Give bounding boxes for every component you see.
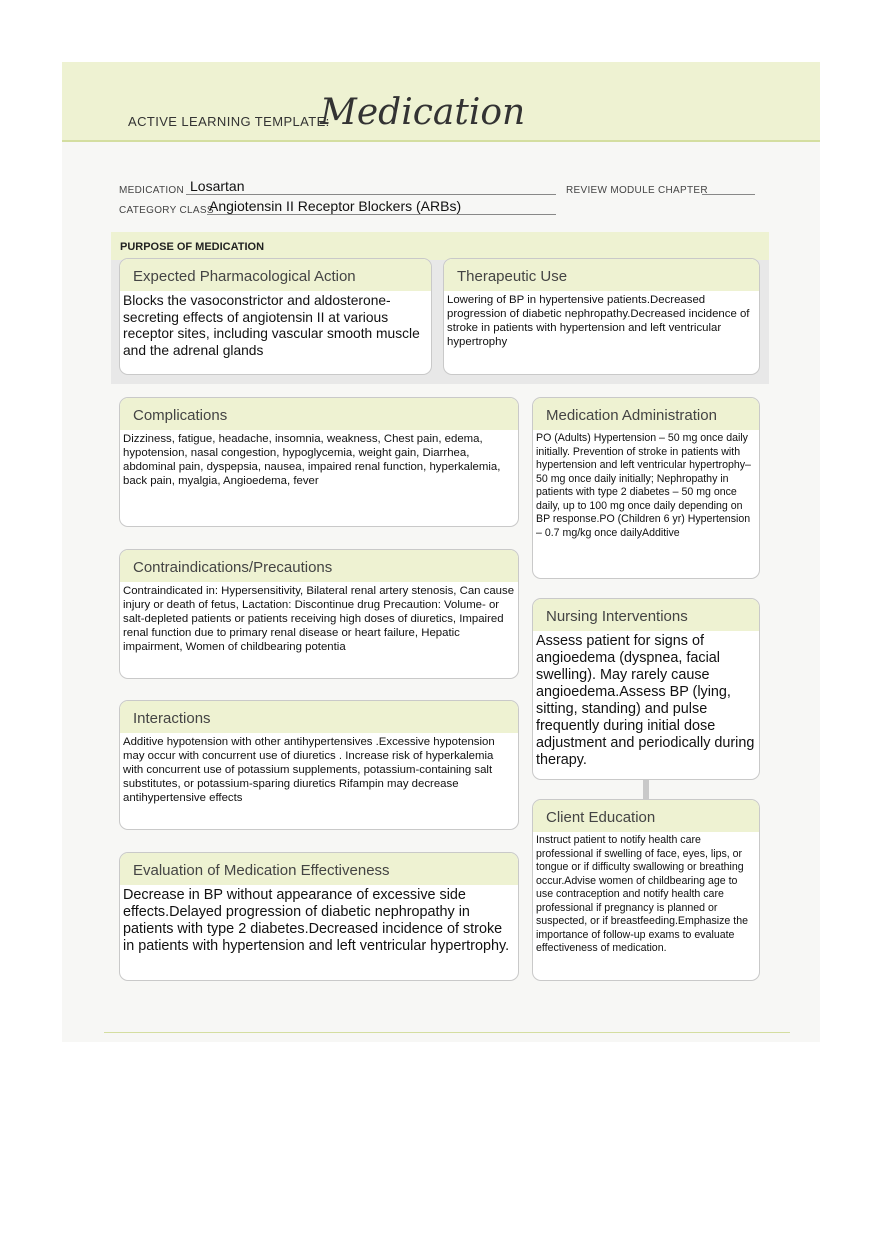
evaluation-card [119,852,519,981]
nursing-interventions-card [532,598,760,780]
category-label: CATEGORY CLASS [119,205,214,216]
administration-heading: Medication Administration [533,398,759,430]
client-education-text[interactable]: Instruct patient to notify health care professional if swelling of face, eyes, lips, or tongue or if difficulty swallowing or breathing occur.Advise women of childbearing age to use contraception and notify health care professional if pregnancy is planned or suspected, or if breastfeeding.Emphasize the importance of follow-up exams to evaluate effectiveness of medication. [536,834,748,954]
expected-action-card [119,258,432,375]
evaluation-text[interactable]: Decrease in BP without appearance of excessive side effects.Delayed progression of diabetic nephropathy in patients with type 2 diabetes.Decreased incidence of stroke in patients with hypertension and left ventricular hypertrophy. [123,887,510,954]
nursing-interventions-heading: Nursing Interventions [533,599,759,631]
client-education-heading: Client Education [533,800,759,832]
therapeutic-use-text[interactable]: Lowering of BP in hypertensive patients.Decreased progression of diabetic nephropathy.Decreased incidence of stroke in patients with hypertension and left ventricular hypertrophy [447,294,750,348]
evaluation-heading: Evaluation of Medication Effectiveness [120,853,518,885]
category-underline [207,214,556,215]
footer-rule [104,1032,790,1033]
expected-action-heading: Expected Pharmacological Action [120,259,431,291]
medication-value[interactable]: Losartan [190,178,245,194]
expected-action-text[interactable]: Blocks the vasoconstrictor and aldosterone-secreting effects of angiotensin II at various receptor sites, including vascular smooth muscle and the adrenal glands [123,293,420,358]
template-title: Medication [320,92,526,133]
contraindications-heading: Contraindications/Precautions [120,550,518,582]
administration-text[interactable]: PO (Adults) Hypertension – 50 mg once daily initially. Prevention of stroke in patients with hypertension and left ventricular hypertrophy– 50 mg once daily initially; Nephropathy in patients with type 2 diabetes – 50 mg once daily, up to 100 mg once daily depending on BP response.PO (Children 6 yr) Hypertension – 0.7 mg/kg once dailyAdditive [536,432,751,539]
review-module-underline[interactable] [702,194,755,195]
complications-heading: Complications [120,398,518,430]
therapeutic-use-card [443,258,760,375]
medication-label: MEDICATION [119,185,185,196]
medication-underline [186,194,556,195]
nursing-interventions-text[interactable]: Assess patient for signs of angioedema (dyspnea, facial swelling). May rarely cause angioedema.Assess BP (lying, sitting, standing) and pulse frequently during initial dose adjustment and periodically during therapy. [536,633,755,768]
contraindications-text[interactable]: Contraindicated in: Hypersensitivity, Bilateral renal artery stenosis, Can cause injury or death of fetus, Lactation: Discontinue drug Precaution: Volume- or salt-depleted patients or patients receiving high doses of diuretics, Impaired renal function due to primary renal disease or heart failure, Hepatic impairment, Women of childbearing potentia [123,585,515,653]
interactions-heading: Interactions [120,701,518,733]
client-education-card [532,799,760,981]
administration-card [532,397,760,579]
interactions-text[interactable]: Additive hypotension with other antihypertensives .Excessive hypotension may occur with concurrent use of diuretics . Increase risk of hyperkalemia with concurrent use of potassium supplements, potassium-containing salt substitutes, or potassium-sparing diuretics Rifampin may decrease antihypertensive effects [123,736,495,804]
complications-text[interactable]: Dizziness, fatigue, headache, insomnia, weakness, Chest pain, edema, hypotension, nasal congestion, hypoglycemia, weight gain, Diarrhea, abdominal pain, dyspepsia, nausea, impaired renal function, hyperkalemia, back pain, myalgia, Angioedema, fever [123,433,501,487]
category-value[interactable]: Angiotensin II Receptor Blockers (ARBs) [209,198,462,214]
therapeutic-use-heading: Therapeutic Use [444,259,759,291]
purpose-title: PURPOSE OF MEDICATION [120,241,265,253]
contraindications-card [119,549,519,679]
complications-card [119,397,519,527]
interactions-card [119,700,519,830]
review-module-label: REVIEW MODULE CHAPTER [566,185,708,196]
connector-bar [643,779,649,801]
template-label: ACTIVE LEARNING TEMPLATE: [128,114,330,129]
